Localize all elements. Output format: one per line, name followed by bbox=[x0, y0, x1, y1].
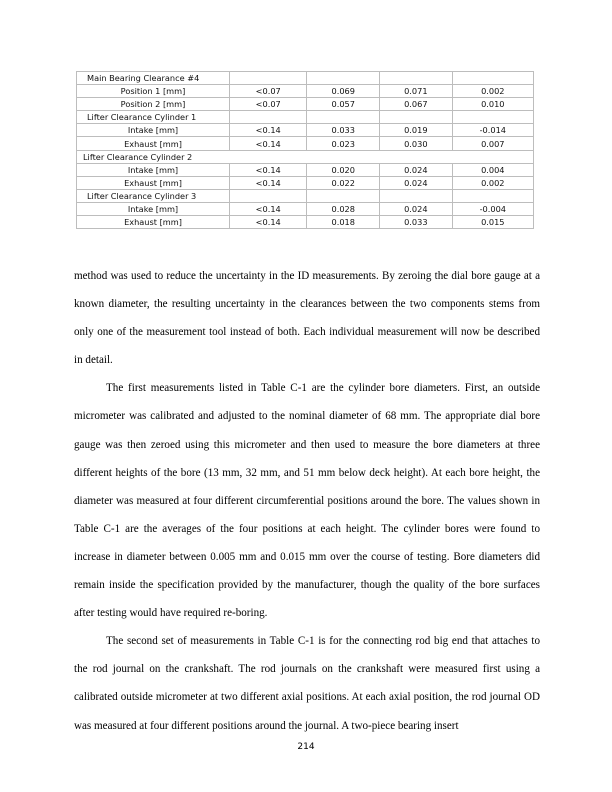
table-cell: 0.015 bbox=[452, 216, 533, 229]
table-cell bbox=[230, 189, 307, 202]
table-cell: 0.024 bbox=[380, 176, 453, 189]
row-label: Exhaust [mm] bbox=[77, 216, 230, 229]
table-row bbox=[77, 216, 534, 229]
body-text bbox=[74, 262, 540, 740]
row-label: Position 1 [mm] bbox=[77, 85, 230, 98]
clearance-table bbox=[76, 71, 534, 229]
table-cell: 0.020 bbox=[307, 163, 380, 176]
table-cell: <0.14 bbox=[230, 137, 307, 150]
row-label: Intake [mm] bbox=[77, 163, 230, 176]
clearance-table-body bbox=[77, 72, 534, 229]
row-label: Lifter Clearance Cylinder 2 bbox=[77, 150, 534, 163]
table-cell: 0.033 bbox=[307, 124, 380, 137]
paragraph: The first measurements listed in Table C-1 are the cylinder bore diameters. First, an outside micrometer was calibrated and adjusted to the nominal diameter of 68 mm. The appropriate dial bore gauge was then zeroed using this micrometer and then used to measure the bore diameters at three different heights of the bore (13 mm, 32 mm, and 51 mm below deck height). At each bore height, the diameter was measured at four different circumferential positions around the bore. The values shown in Table C-1 are the averages of the four positions at each height. The cylinder bores were found to increase in diameter between 0.005 mm and 0.015 mm over the course of testing. Bore diameters did remain inside the specification provided by the manufacturer, though the quality of the bore surfaces after testing would have required re-boring. bbox=[74, 382, 540, 620]
table-cell: 0.002 bbox=[452, 85, 533, 98]
row-label: Lifter Clearance Cylinder 1 bbox=[77, 111, 230, 124]
table-row bbox=[77, 137, 534, 150]
table-cell: -0.014 bbox=[452, 124, 533, 137]
table-cell bbox=[452, 111, 533, 124]
table-cell: <0.07 bbox=[230, 85, 307, 98]
table-cell bbox=[230, 111, 307, 124]
table-cell: <0.14 bbox=[230, 216, 307, 229]
table-row bbox=[77, 98, 534, 111]
table-cell bbox=[380, 111, 453, 124]
table-cell: 0.069 bbox=[307, 85, 380, 98]
table-cell: 0.067 bbox=[380, 98, 453, 111]
table-cell bbox=[452, 189, 533, 202]
table-row bbox=[77, 85, 534, 98]
row-label: Exhaust [mm] bbox=[77, 176, 230, 189]
table-cell: 0.071 bbox=[380, 85, 453, 98]
table-cell bbox=[307, 189, 380, 202]
table-section-row bbox=[77, 111, 534, 124]
table-cell: 0.004 bbox=[452, 163, 533, 176]
table-cell: 0.024 bbox=[380, 202, 453, 215]
row-label: Intake [mm] bbox=[77, 202, 230, 215]
table-cell: <0.07 bbox=[230, 98, 307, 111]
table-row bbox=[77, 163, 534, 176]
table-cell: 0.022 bbox=[307, 176, 380, 189]
table-cell: 0.028 bbox=[307, 202, 380, 215]
row-label: Position 2 [mm] bbox=[77, 98, 230, 111]
table-section-row bbox=[77, 150, 534, 163]
table-section-row bbox=[77, 189, 534, 202]
table-cell: -0.004 bbox=[452, 202, 533, 215]
table-cell: 0.030 bbox=[380, 137, 453, 150]
table-row bbox=[77, 176, 534, 189]
table-cell: 0.023 bbox=[307, 137, 380, 150]
paragraph: method was used to reduce the uncertainty in the ID measurements. By zeroing the dial bore gauge at a known diameter, the resulting uncertainty in the clearances between the two components stems from only one of the measurement tool instead of both. Each individual measurement will now be described in detail. bbox=[74, 270, 540, 367]
table-cell: 0.033 bbox=[380, 216, 453, 229]
table-cell bbox=[307, 72, 380, 85]
table-cell bbox=[380, 189, 453, 202]
row-label: Lifter Clearance Cylinder 3 bbox=[77, 189, 230, 202]
table-cell bbox=[307, 111, 380, 124]
table-cell: 0.019 bbox=[380, 124, 453, 137]
row-label: Exhaust [mm] bbox=[77, 137, 230, 150]
table-cell bbox=[380, 72, 453, 85]
table-cell: 0.024 bbox=[380, 163, 453, 176]
table-cell: <0.14 bbox=[230, 202, 307, 215]
table-cell: <0.14 bbox=[230, 163, 307, 176]
table-row bbox=[77, 124, 534, 137]
table-cell: 0.057 bbox=[307, 98, 380, 111]
row-label: Main Bearing Clearance #4 bbox=[77, 72, 230, 85]
table-cell bbox=[452, 72, 533, 85]
page-number: 214 bbox=[297, 742, 315, 752]
table-cell: <0.14 bbox=[230, 176, 307, 189]
table-row bbox=[77, 202, 534, 215]
table-cell: 0.002 bbox=[452, 176, 533, 189]
row-label: Intake [mm] bbox=[77, 124, 230, 137]
table-cell: 0.018 bbox=[307, 216, 380, 229]
paragraph: The second set of measurements in Table C-1 is for the connecting rod big end that attaches to the rod journal on the crankshaft. The rod journals on the crankshaft were measured first using a calibrated outside micrometer at two different axial positions. At each axial position, the rod journal OD was measured at four different positions around the journal. A two-piece bearing insert bbox=[74, 635, 540, 732]
table-section-row bbox=[77, 72, 534, 85]
table-cell bbox=[230, 72, 307, 85]
table-cell: 0.010 bbox=[452, 98, 533, 111]
table-cell: <0.14 bbox=[230, 124, 307, 137]
table-cell: 0.007 bbox=[452, 137, 533, 150]
